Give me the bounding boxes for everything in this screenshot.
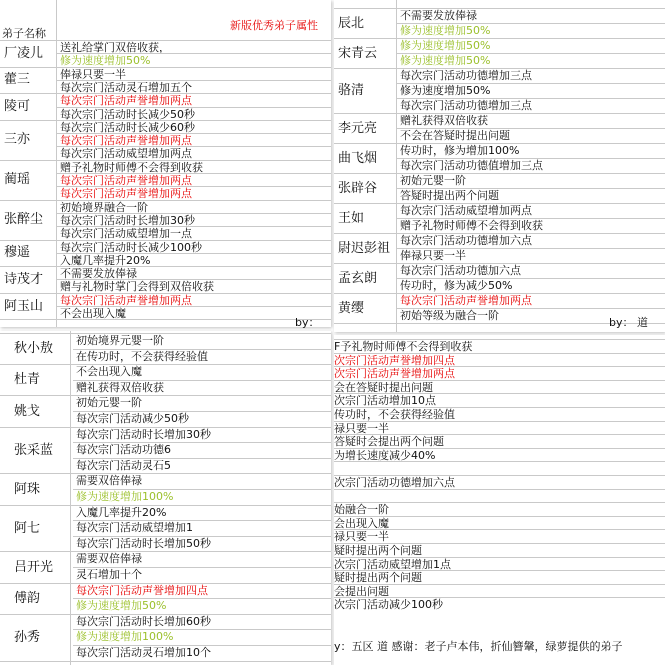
table-cell-divider [73, 536, 331, 537]
attribute-text: 答疑时提出两个问题 [400, 189, 499, 202]
disciple-name: 吕开光 [14, 559, 54, 575]
table-cell-divider [397, 53, 665, 54]
table-row-divider [0, 200, 331, 201]
table-cell-divider [57, 226, 331, 227]
table-cell-divider [397, 128, 665, 129]
table-cell-divider [397, 308, 665, 309]
attribute-text: 需要双倍俸禄 [76, 552, 142, 566]
disciple-name: 穆遥 [4, 245, 31, 261]
attribute-text: 每次宗门活动时长减少100秒 [60, 240, 202, 254]
table-cell-divider [57, 53, 331, 54]
attribute-text: 会出现入魔 [334, 516, 389, 530]
disciple-name: 三亦 [4, 132, 31, 148]
disciple-name: 陵可 [4, 99, 31, 114]
table-row-divider [0, 67, 331, 68]
panel-bottom-right [334, 335, 665, 665]
attribute-text: 入魔几率提升20% [76, 505, 167, 519]
attribute-text: 次宗门活动功德增加六点 [334, 476, 455, 489]
attribute-text: 每次宗门活动声誉增加两点 [60, 187, 192, 201]
table-row-divider [0, 333, 331, 334]
disciple-name: 孟玄朗 [338, 270, 378, 286]
table-cell-divider [57, 186, 331, 187]
attribute-text: 灵石增加十个 [76, 568, 142, 581]
attribute-text: 每次宗门活动时长减少50秒 [60, 107, 195, 121]
attribute-text: 修为速度增加50% [400, 84, 491, 97]
table-row-divider [334, 113, 665, 114]
attribute-text: 初始境界融合一阶 [60, 200, 148, 214]
attribute-text: 传功时，修为增加100% [400, 144, 520, 157]
attribute-text: 每次宗门活动威望增加两点 [400, 204, 532, 217]
attribute-text: 初始等级为融合一阶 [400, 309, 499, 322]
disciple-name: 李元亮 [338, 120, 378, 136]
table-cell-divider [397, 98, 665, 99]
table-cell-divider [73, 411, 331, 412]
header-label: 弟子名称 [2, 27, 46, 40]
attribute-text: 修为速度增加50% [400, 39, 491, 52]
attribute-text: 每次宗门活动灵石增加五个 [60, 80, 192, 94]
attribute-text: 每次宗门活动灵石增加10个 [76, 646, 211, 659]
disciple-name: 阿七 [14, 520, 41, 536]
panel-bottom-left [0, 331, 331, 665]
attribute-text: 不需要发放俸禄 [60, 267, 137, 281]
table-cell-divider [73, 567, 331, 568]
attribute-text: 每次宗门活动威望增加一点 [60, 227, 192, 241]
attribute-text: 次宗门活动减少100秒 [334, 598, 443, 612]
column-divider [70, 331, 71, 665]
attribute-text: 次宗门活动声誉增加两点 [334, 367, 455, 381]
table-row-divider [334, 173, 665, 174]
disciple-name: 诗茂才 [4, 271, 44, 287]
table-cell-divider [397, 83, 665, 84]
attribute-text: 赠礼获得双倍收获 [76, 380, 164, 394]
table-cell-divider [397, 158, 665, 159]
table-cell-divider [57, 146, 331, 147]
attribute-text: 俸禄只要一半 [60, 67, 126, 81]
table-cell-divider [397, 218, 665, 219]
attribute-text: 每次宗门活动功德加六点 [400, 264, 521, 277]
attribute-text: 不需要发放俸禄 [400, 9, 477, 22]
attribute-text: 每次宗门活动功德增加六点 [400, 234, 532, 247]
attribute-text: 会在答疑时提出问题 [334, 380, 433, 394]
signature: by： 道 [609, 316, 648, 329]
attribute-text: 每次宗门活动时长增加60秒 [76, 614, 211, 628]
table-cell-divider [73, 380, 331, 381]
disciple-name: 阿珠 [14, 481, 41, 497]
table-cell-divider [397, 278, 665, 279]
attribute-text: 赠予礼物时师傅不会得到收获 [400, 219, 543, 232]
attribute-text: 每次宗门活动减少50秒 [76, 412, 189, 425]
table-row-divider [334, 489, 665, 490]
panel-top-right [334, 0, 665, 332]
attribute-text: 次宗门活动威望增加1点 [334, 557, 451, 571]
table-row-divider [0, 473, 331, 474]
table-cell-divider [397, 188, 665, 189]
attribute-text: 每次宗门活动功德增加三点 [400, 99, 532, 112]
disciple-name: 张醉尘 [4, 212, 44, 228]
table-cell-divider [73, 489, 331, 490]
table-cell-divider [57, 173, 331, 174]
table-cell-divider [73, 458, 331, 459]
disciple-name: 阿玉山 [4, 298, 44, 314]
attribute-text: 每次宗门活动灵石5 [76, 458, 171, 472]
sheet-title: 新版优秀弟子属性 [230, 19, 318, 32]
attribute-text: 初始元婴一阶 [400, 174, 466, 187]
table-row-divider [334, 8, 665, 9]
attribute-text: 不会在答疑时提出问题 [400, 129, 510, 142]
table-row-divider [334, 461, 665, 462]
disciple-name: 尉迟彭祖 [338, 240, 391, 256]
attribute-text: 次宗门活动增加10点 [334, 394, 436, 408]
attribute-text: 修为速度增加50% [400, 54, 491, 67]
attribute-text: 疑时提出两个问题 [334, 571, 422, 585]
attribute-text: 赠予礼物时师傅不会得到收获 [60, 160, 203, 174]
disciple-name: 蔺瑶 [4, 172, 31, 188]
disciple-name: 张采蓝 [14, 442, 54, 458]
disciple-name: 曲飞烟 [338, 150, 378, 166]
disciple-name: 杜青 [14, 372, 41, 388]
table-cell-divider [73, 442, 331, 443]
footer-credits: y：五区 道 感谢：老子卢本伟，折仙簪鞶，绿萝提供的弟子 [334, 640, 623, 653]
table-row-divider [334, 38, 665, 39]
attribute-text: 修为速度增加50% [76, 599, 167, 613]
attribute-text: 每次宗门活动威望增加两点 [60, 147, 192, 161]
attribute-text: 入魔几率提升20% [60, 253, 151, 267]
attribute-text: 需要双倍俸禄 [76, 474, 142, 488]
attribute-text: 每次宗门活动声誉增加两点 [60, 134, 192, 148]
table-cell-divider [57, 133, 331, 134]
disciple-name: 厂凌儿 [4, 45, 44, 61]
attribute-text: 禄只要一半 [334, 421, 389, 435]
disciple-name: 傅韵 [14, 590, 41, 606]
table-cell-divider [57, 253, 331, 254]
table-cell-divider [73, 349, 331, 350]
table-row-divider [0, 266, 331, 267]
table-row-divider [0, 551, 331, 552]
attribute-text: 每次宗门活动声誉增加两点 [60, 174, 192, 187]
table-row-divider [0, 661, 331, 662]
attribute-text: 修为速度增加100% [76, 630, 174, 644]
attribute-text: 不会出现入魔 [76, 365, 142, 379]
table-row-divider [0, 395, 331, 396]
attribute-text: 传功时，不会获得经验值 [334, 408, 455, 421]
attribute-text: 俸禄只要一半 [400, 249, 466, 262]
attribute-text: F予礼物时师傅不会得到收获 [334, 340, 473, 353]
table-cell-divider [397, 248, 665, 249]
attribute-text: 每次宗门活动功德增加三点 [400, 69, 532, 82]
table-cell-divider [57, 107, 331, 108]
column-divider [396, 0, 397, 332]
attribute-text: 次宗门活动声誉增加四点 [334, 353, 455, 367]
table-cell-divider [73, 629, 331, 630]
disciple-name: 王如 [338, 210, 365, 226]
attribute-text: 答疑时会提出两个问题 [334, 435, 444, 449]
attribute-text: 每次宗门活动声誉增加两点 [400, 294, 532, 307]
attribute-text: 每次宗门活动声誉增加两点 [60, 293, 192, 307]
disciple-name: 孙秀 [14, 629, 41, 645]
table-cell-divider [397, 23, 665, 24]
attribute-text: 修为速度增加50% [60, 54, 151, 68]
table-cell-divider [57, 80, 331, 81]
table-cell-divider [57, 213, 331, 214]
attribute-text: 每次宗门活动时长增加50秒 [76, 536, 211, 550]
disciple-name: 骆清 [338, 83, 365, 98]
attribute-text: 禄只要一半 [334, 530, 389, 544]
attribute-text: 每次宗门活动功德6 [76, 443, 171, 457]
attribute-text: 每次宗门活动声誉增加两点 [60, 94, 192, 108]
panel-top-left [0, 0, 331, 327]
attribute-text: 每次宗门活动时长增加30秒 [76, 427, 211, 441]
attribute-text: 每次宗门活动时长减少60秒 [60, 120, 195, 134]
attribute-text: 不会出现入魔 [60, 307, 126, 320]
attribute-text: 传功时，修为减少50% [400, 279, 513, 292]
attribute-text: 始融合一阶 [334, 503, 389, 517]
disciple-name: 张辟谷 [338, 180, 378, 196]
disciple-name: 姚戈 [14, 403, 41, 419]
disciple-name: 藿三 [4, 72, 31, 88]
signature: by： [295, 316, 320, 329]
attribute-text: 修为速度增加50% [400, 24, 491, 37]
table-cell-divider [57, 306, 331, 307]
attribute-text: 为增长速度减少40% [334, 448, 436, 462]
attribute-text: 会提出问题 [334, 584, 389, 598]
attribute-text: 初始元婴一阶 [76, 396, 142, 410]
attribute-text: 送礼给掌门双倍收获， [60, 41, 170, 54]
attribute-text: 疑时提出两个问题 [334, 544, 422, 557]
attribute-text: 每次宗门活动威望增加1 [76, 521, 193, 535]
table-row-divider [0, 364, 331, 365]
column-divider [56, 0, 57, 327]
disciple-name: 辰北 [338, 15, 365, 31]
table-cell-divider [57, 279, 331, 280]
attribute-text: 赠礼获得双倍收获 [400, 114, 488, 127]
attribute-text: 修为速度增加100% [76, 490, 174, 503]
table-row-divider [0, 319, 331, 320]
table-cell-divider [73, 645, 331, 646]
table-cell-divider [73, 598, 331, 599]
attribute-text: 初始境界元婴一阶 [76, 334, 164, 347]
table-cell-divider [73, 520, 331, 521]
attribute-text: 每次宗门活动时长增加30秒 [60, 213, 195, 227]
attribute-text: 赠与礼物时掌门会得到双倍收获 [60, 280, 214, 294]
attribute-text: 每次宗门活动功德值增加三点 [400, 159, 543, 172]
attribute-text: 每次宗门活动声誉增加四点 [76, 583, 208, 597]
disciple-name: 黄缨 [338, 300, 365, 316]
disciple-name: 秋小敖 [14, 341, 54, 357]
attribute-text: 在传功时，不会获得经验值 [76, 349, 208, 363]
disciple-name: 宋青云 [338, 45, 378, 61]
